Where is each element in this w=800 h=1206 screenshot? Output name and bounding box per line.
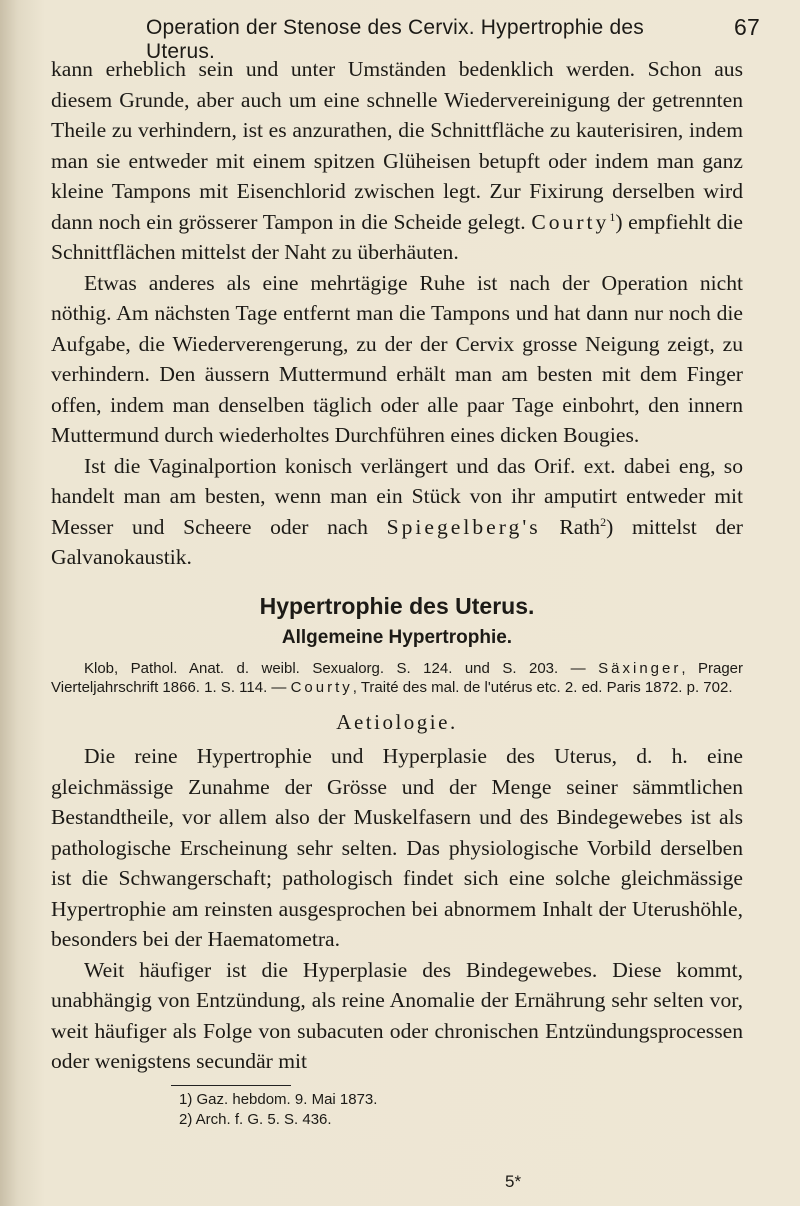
author-name: Courty bbox=[531, 209, 610, 234]
signature-mark: 5* bbox=[505, 1172, 522, 1191]
paragraph-4: Die reine Hypertrophie und Hyperplasie des Uterus, d. h. eine gleichmässige Zunahme der Grösse und der Menge seiner sämmtlichen Bestandtheile, vor allem also der Muskelfasern und des Bindegewebes ist als pathologische Erscheinung sehr selten. Das physiologische Vorbild derselben ist die Schwangerschaft; pathologisch findet sich eine solche gleichmässige Hypertrophie am reinsten ausgesprochen bei abnormem Inhalt der Uterushöhle, besonders bei der Haematometra. bbox=[51, 744, 743, 951]
section-title: Hypertrophie des Uterus. bbox=[259, 592, 535, 619]
running-header bbox=[132, 14, 760, 63]
aetiology-heading: Aetiologie. bbox=[336, 709, 458, 734]
footnote-2: 2) Arch. f. G. 5. S. 436. bbox=[179, 1110, 332, 1128]
paragraph-1: kann erheblich sein und unter Umständen bedenklich werden. Schon aus diesem Grunde, aber auch um eine schnelle Wiedervereinigung der getrennten Theile zu verhindern, ist es anzurathen, die Schnittfläche zu kauterisiren, indem man sie entweder mit einem spitzen Glüheisen betupft oder indem man ganz kleine Tampons mit Eisenchlorid zwischen legt. Zur Fixirung derselben wird dann noch ein grösserer Tampon in die Scheide gelegt. Courty$^1$) empfiehlt die Schnittflächen mittelst der Naht zu überhäuten. bbox=[51, 57, 743, 264]
footnote-marker: 1 bbox=[609, 209, 616, 224]
subsection-title: Allgemeine Hypertrophie. bbox=[281, 626, 513, 648]
page-body bbox=[51, 54, 743, 1130]
running-title: Operation der Stenose des Cervix. Hypertrophie des Uterus. bbox=[146, 16, 644, 63]
author-name: Spiegelberg's bbox=[386, 514, 541, 539]
footnote-1: 1) Gaz. hebdom. 9. Mai 1873. bbox=[179, 1090, 378, 1108]
footnote-marker: 2 bbox=[600, 514, 607, 529]
paragraph-2: Etwas anderes als eine mehrtägige Ruhe ist nach der Operation nicht nöthig. Am nächsten Tage entfernt man die Tampons und hat dann nur noch die Aufgabe, die Wiederverengerung, zu der der Cervix grosse Neigung zeigt, zu verhindern. Den äussern Muttermund erhält man am besten mit dem Finger offen, indem man denselben täglich oder alle paar Tage einbohrt, den innern Muttermund durch wiederholtes Durchführen eines dicken Bougies. bbox=[51, 270, 743, 447]
footnote-divider bbox=[171, 1085, 291, 1086]
references: Klob, Pathol. Anat. d. weibl. Sexualorg. S. 124. und S. 203. — Säxinger, Prager Vierteljahrschrift 1866. 1. S. 114. — Courty, Traité des mal. de l'utérus etc. 2. ed. Paris 1872. p. 702. bbox=[51, 659, 744, 696]
paragraph-5: Weit häufiger ist die Hyperplasie des Bindegewebes. Diese kommt, unabhängig von Entzündung, als reine Anomalie der Ernährung sehr selten vor, weit häufiger als Folge von subacuten oder chronischen Entzündungsprocessen oder wenigstens secundär mit bbox=[51, 957, 743, 1073]
paragraph-3: Ist die Vaginalportion konisch verlängert und das Orif. ext. dabei eng, so handelt man am besten, wenn man ein Stück von ihr amputirt entweder mit Messer und Scheere oder nach Spiegelberg's Rath$^2$) mittelst der Galvanokaustik. bbox=[51, 453, 744, 569]
page-number: 67 bbox=[734, 14, 760, 40]
